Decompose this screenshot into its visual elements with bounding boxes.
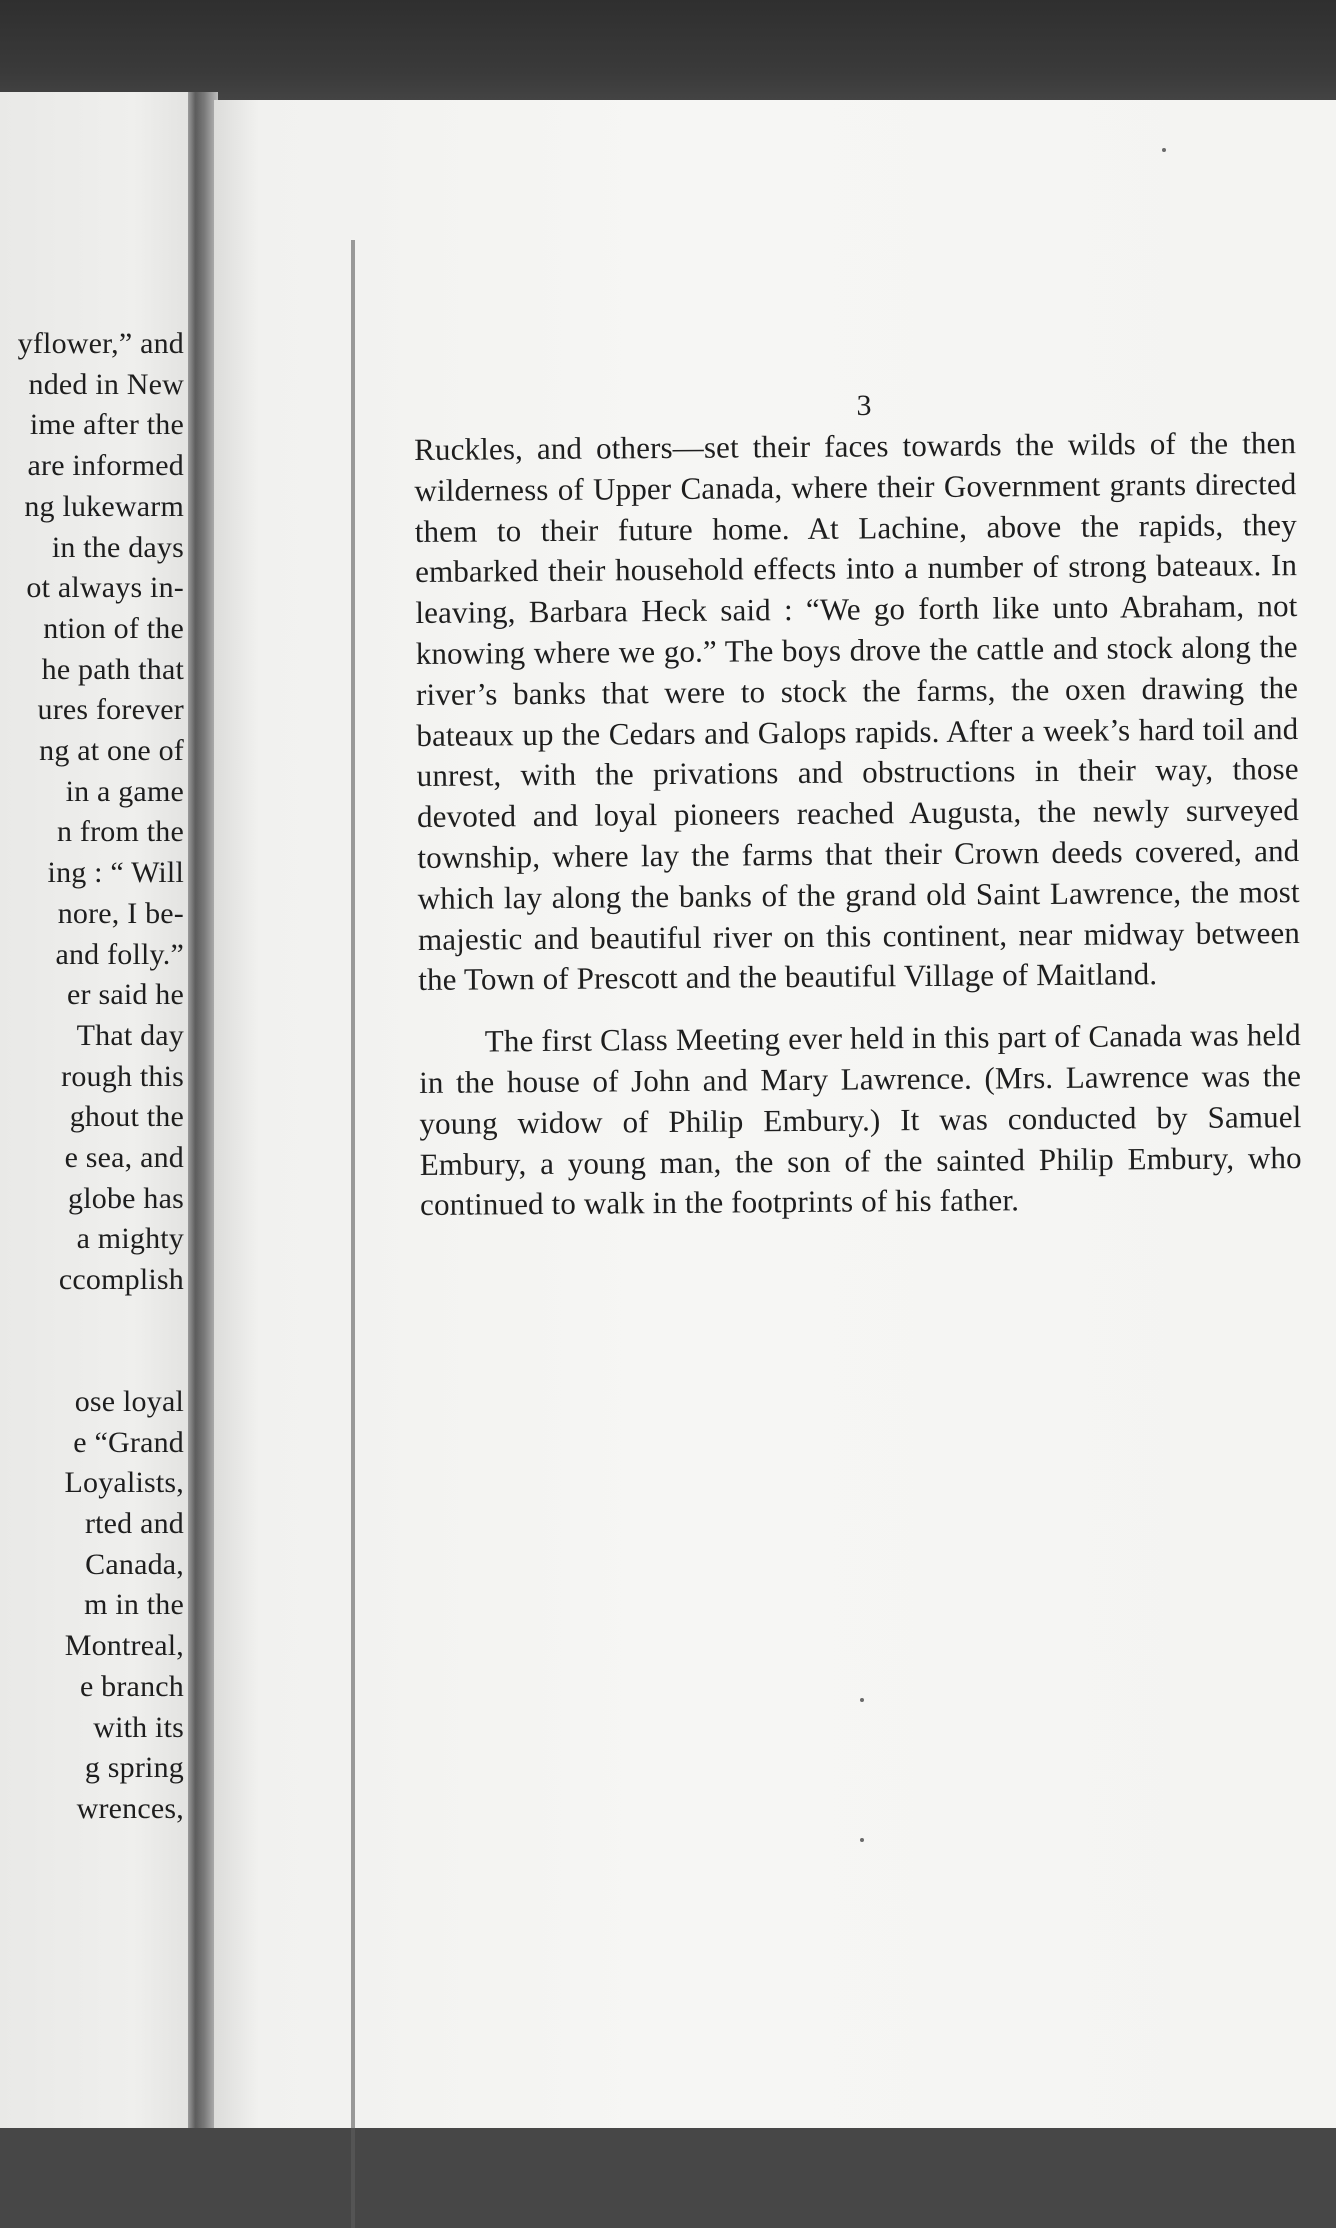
current-page [214, 100, 1336, 2128]
previous-page-line: nore, I be- [57, 896, 184, 930]
previous-page-line: ing : “ Will [47, 856, 184, 890]
previous-page-line: in the days [51, 530, 184, 564]
gutter-shadow [351, 240, 355, 2228]
previous-page-line: ccomplish [58, 1263, 184, 1297]
previous-page-line: nded in New [28, 367, 184, 401]
paragraph-1: Ruckles, and others—set their faces towards the wilds of the then wilderness of Upper Canada, where their Government grants directed them to their future home. At Lachine, above the rapids, they embarked their household effects into a number of strong bateaux. In leaving, Barbara Heck said : “We go forth like unto Abraham, not knowing where we go.” The boys drove the cattle and stock along the river’s banks that were to stock the farms, the oxen drawing the bateaux up the Cedars and Galops rapids. After a week’s hard toil and unrest, with the privations and obstructions in their way, those devoted and loyal pioneers reached Augusta, the newly surveyed township, where lay the farms that their Crown deeds covered, and which lay along the banks of the grand old Saint Lawrence, the most majestic and beautiful river on this continent, near midway between the Town of Prescott and the beautiful Village of Maitland. [414, 425, 1301, 998]
dust-speck [860, 1698, 864, 1702]
previous-page-line: n from the [57, 815, 184, 849]
previous-page-line: ose loyal [74, 1384, 184, 1418]
dust-speck [860, 1838, 864, 1842]
previous-page-line: Canada, [85, 1547, 184, 1581]
previous-page-line: ime after the [29, 408, 184, 442]
previous-page-line: e sea, and [64, 1141, 184, 1175]
previous-page-line: ng lukewarm [24, 489, 184, 523]
previous-page-line: ures forever [37, 693, 184, 727]
previous-page-line: rough this [61, 1059, 184, 1093]
previous-page-line: and folly.” [55, 937, 184, 971]
previous-page-line: a mighty [76, 1222, 184, 1256]
previous-page-line: Loyalists, [64, 1466, 184, 1500]
page-number: 3 [856, 389, 872, 422]
previous-page-line: globe has [68, 1181, 184, 1215]
previous-page-text [18, 324, 184, 1830]
dust-speck [1162, 148, 1166, 152]
previous-page-line: e branch [79, 1669, 184, 1703]
previous-page-line: yflower,” and [17, 327, 184, 360]
previous-page-line: he path that [41, 652, 184, 686]
previous-page-line: are informed [27, 449, 184, 483]
paragraph-2: The first Class Meeting ever held in this part of Canada was held in the house of John and Mary Lawrence. (Mrs. Lawrence was the young widow of Philip Embury.) It was conducted by Samuel Embury, a young man, the son of the sainted Philip Embury, who continued to walk in the footprints of his father. [418, 1017, 1302, 1223]
previous-page-line: rted and [84, 1506, 184, 1540]
previous-page-line: ghout the [69, 1100, 184, 1134]
previous-page-line: m in the [84, 1588, 184, 1622]
previous-page-line: in a game [65, 774, 184, 808]
previous-page-line: er said he [67, 978, 184, 1012]
previous-page-line: That day [76, 1018, 184, 1052]
previous-page [0, 92, 192, 2128]
previous-page-line [18, 1301, 184, 1382]
previous-page-line: g spring [84, 1751, 184, 1785]
page-body [414, 423, 1302, 1226]
previous-page-line: ntion of the [43, 611, 184, 645]
previous-page-line: ot always in- [26, 571, 184, 605]
previous-page-line: with its [93, 1710, 184, 1744]
previous-page-line: Montreal, [64, 1629, 184, 1663]
previous-page-line: e “Grand [73, 1425, 184, 1459]
previous-page-line: ng at one of [39, 734, 184, 768]
previous-page-line: wrences, [76, 1791, 184, 1825]
